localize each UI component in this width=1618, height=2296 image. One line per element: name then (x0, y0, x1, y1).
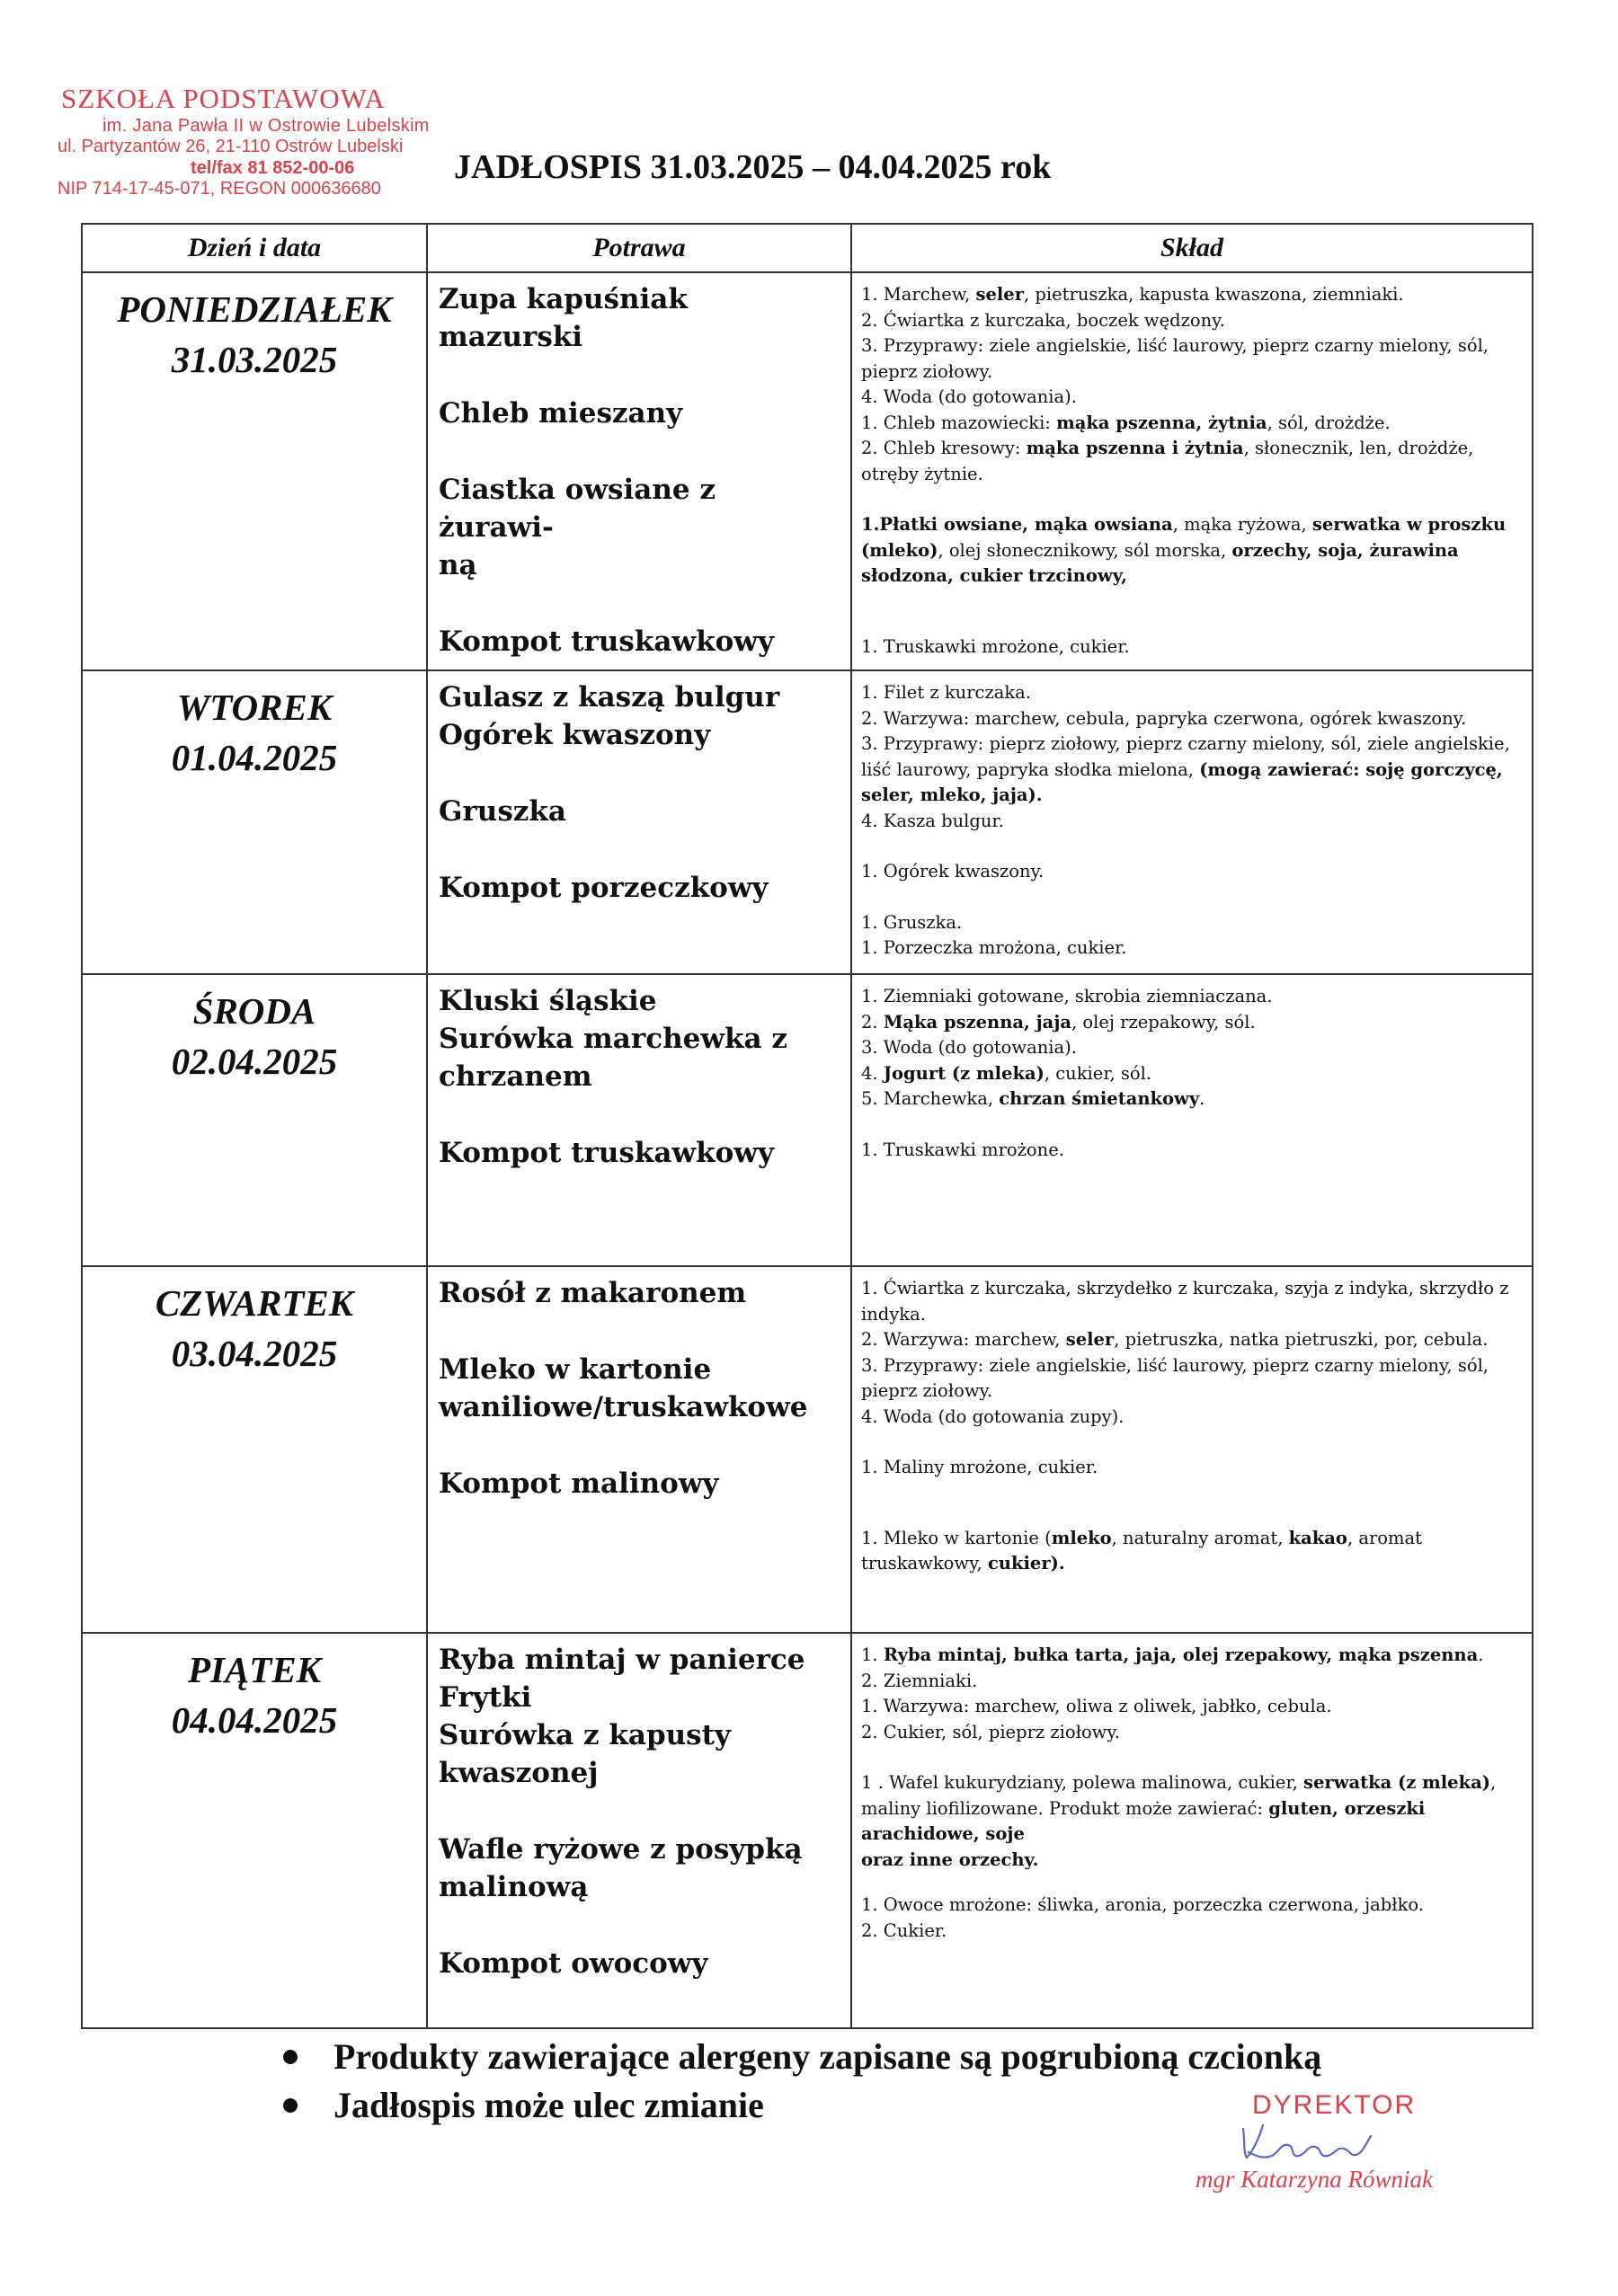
day-cell (82, 1266, 427, 1633)
day-date: 03.04.2025 (171, 1333, 338, 1374)
dish: kwaszonej (439, 1757, 599, 1789)
ingredients-cell (851, 272, 1533, 670)
dish: Surówka marchewka z (439, 1023, 787, 1055)
signature-title: DYREKTOR (1252, 2090, 1417, 2120)
dish: Surówka z kapusty (439, 1719, 731, 1751)
ingredient-line: 1. Ćwiartka z kurczaka, skrzydełko z kurczaka, szyja z indyka, skrzydło z indyka. (861, 1278, 1509, 1325)
ingredient-line: 2. Mąka pszenna, jaja, olej rzepakowy, sól. (861, 1011, 1256, 1033)
header-dish: Potrawa (427, 224, 851, 272)
dish: Kompot malinowy (439, 1467, 719, 1500)
dish: Zupa kapuśniak mazurski (439, 283, 688, 353)
ingredient-line: 1. Gruszka. (861, 911, 963, 933)
dish-cell (427, 974, 851, 1266)
dish-cell (427, 1633, 851, 2028)
ingredient-line: 3. Przyprawy: ziele angielskie, liść laurowy, pieprz czarny mielony, sól, pieprz ziołowy. (861, 335, 1489, 382)
ingredient-line: 3. Przyprawy: pieprz ziołowy, pieprz czarny mielony, sól, ziele angielskie, liść laurowy, papryka słodka mielona, (mogą zawierać: soję gorczycę, seler, mleko, jaja). (861, 733, 1510, 805)
header-ingredients: Skład (851, 224, 1533, 272)
ingredient-line: 2. Ziemniaki. (861, 1670, 978, 1691)
stamp-line: SZKOŁA PODSTAWOWA (61, 83, 386, 114)
ingredient-line: 3. Przyprawy: ziele angielskie, liść laurowy, pieprz czarny mielony, sól, pieprz ziołowy. (861, 1354, 1489, 1401)
table-row-tuesday (82, 670, 1533, 974)
ingredients-cell (851, 1266, 1533, 1633)
dish: Kompot porzeczkowy (439, 872, 769, 904)
ingredient-line: 3. Woda (do gotowania). (861, 1037, 1077, 1058)
dish-cell (427, 670, 851, 974)
stamp-line: tel/fax 81 852-00-06 (191, 157, 355, 178)
dish: Ciastka owsiane z żurawi- (439, 474, 716, 544)
ingredient-line: 5. Marchewka, chrzan śmietankowy. (861, 1088, 1205, 1109)
menu-table (81, 223, 1534, 2029)
day-name: PONIEDZIAŁEK (117, 288, 392, 330)
note-text: Produkty zawierające alergeny zapisane są pogrubioną czcionką (333, 2036, 1322, 2077)
note-text: Jadłospis może ulec zmianie (333, 2085, 764, 2125)
table-header-row (82, 224, 1533, 272)
dish: Kompot truskawkowy (439, 1137, 774, 1169)
ingredient-line: 2. Warzywa: marchew, seler, pietruszka, natka pietruszki, por, cebula. (861, 1329, 1489, 1350)
page-title: JADŁOSPIS 31.03.2025 – 04.04.2025 rok (454, 148, 1052, 186)
ingredient-line: 2. Cukier. (861, 1919, 947, 1941)
header-day: Dzień i data (82, 224, 427, 272)
dish: Gruszka (439, 795, 566, 828)
ingredient-line: 4. Kasza bulgur. (861, 810, 1004, 831)
stamp-line: NIP 714-17-45-071, REGON 000636680 (58, 179, 381, 199)
ingredient-line: 1. Maliny mrożone, cukier. (861, 1457, 1098, 1477)
day-date: 31.03.2025 (171, 339, 338, 380)
table-row-monday (82, 272, 1533, 670)
day-date: 01.04.2025 (171, 737, 338, 778)
ingredient-line: 2. Cukier, sól, pieprz ziołowy. (861, 1721, 1120, 1742)
ingredients-cell (851, 974, 1533, 1266)
ingredient-line: 4. Woda (do gotowania zupy). (861, 1405, 1125, 1427)
ingredient-line: 2. Ćwiartka z kurczaka, boczek wędzony. (861, 309, 1225, 331)
stamp-line: ul. Partyzantów 26, 21-110 Ostrów Lubelski (58, 137, 404, 157)
day-cell (82, 1633, 427, 2028)
ingredient-line: oraz inne orzechy. (861, 1848, 1039, 1870)
school-stamp (56, 83, 433, 200)
notes-list (283, 2033, 1321, 2130)
ingredient-line: 1 . Wafel kukurydziany, polewa malinowa, cukier, serwatka (z mleka), maliny liofilizowane. Produkt może zawierać: gluten, orzeszki arachidowe, soje (861, 1772, 1497, 1844)
ingredient-line: 1. Ryba mintaj, bułka tarta, jaja, olej rzepakowy, mąka pszenna. (861, 1644, 1484, 1665)
list-item (283, 2081, 1321, 2130)
ingredient-line: 1.Płatki owsiane, mąka owsiana, mąka ryżowa, serwatka w proszku (mleko), olej słonecznikowy, sól morska, orzechy, soja, żurawina słodzona, cukier trzcinowy, (861, 514, 1507, 586)
dish: Chleb mieszany (439, 397, 683, 430)
dish: Kluski śląskie (439, 985, 657, 1017)
table-row-wednesday (82, 974, 1533, 1266)
day-name: PIĄTEK (187, 1649, 322, 1690)
dish-cell (427, 272, 851, 670)
ingredient-line: 2. Chleb kresowy: mąka pszenna i żytnia, słonecznik, len, drożdże, otręby żytnie. (861, 438, 1474, 484)
dish: waniliowe/truskawkowe (439, 1391, 808, 1423)
ingredient-line: 1. Ogórek kwaszony. (861, 861, 1045, 882)
ingredient-line: 1. Porzeczka mrożona, cukier. (861, 937, 1127, 958)
ingredient-line: 1. Filet z kurczaka. (861, 682, 1032, 703)
stamp-line: im. Jana Pawła II w Ostrowie Lubelskim (102, 115, 430, 136)
day-name: CZWARTEK (155, 1282, 354, 1324)
ingredient-line: 4. Jogurt (z mleka), cukier, sól. (861, 1062, 1152, 1084)
dish: Ryba mintaj w panierce (439, 1644, 805, 1676)
ingredients-cell (851, 670, 1533, 974)
bullet-icon (283, 2050, 298, 2064)
bullet-icon (283, 2098, 298, 2113)
day-cell (82, 974, 427, 1266)
ingredient-line: 2. Warzywa: marchew, cebula, papryka czerwona, ogórek kwaszony. (861, 707, 1467, 729)
ingredients-cell (851, 1633, 1533, 2028)
table-row-friday (82, 1633, 1533, 2028)
ingredient-line: 4. Woda (do gotowania). (861, 386, 1077, 407)
dish: Mleko w kartonie (439, 1353, 712, 1386)
ingredient-line: 1. Truskawki mrożone, cukier. (861, 635, 1130, 657)
dish-cell (427, 1266, 851, 1633)
ingredient-line: 1. Mleko w kartonie (mleko, naturalny aromat, kakao, aromat truskawkowy, cukier). (861, 1527, 1422, 1574)
handwritten-signature-icon (1236, 2116, 1398, 2170)
ingredient-line: 1. Truskawki mrożone. (861, 1139, 1064, 1160)
dish: Frytki (439, 1681, 532, 1714)
day-date: 04.04.2025 (171, 1699, 338, 1741)
ingredient-line: 1. Ziemniaki gotowane, skrobia ziemniaczana. (861, 986, 1273, 1006)
dish: Ogórek kwaszony (439, 719, 711, 751)
day-name: WTOREK (176, 687, 333, 728)
dish: Kompot owocowy (439, 1947, 708, 1980)
signature-name: mgr Katarzyna Równiak (1196, 2166, 1434, 2193)
dish: Kompot truskawkowy (439, 625, 774, 658)
ingredient-line: 1. Chleb mazowiecki: mąka pszenna, żytnia, sól, drożdże. (861, 412, 1391, 433)
day-cell (82, 272, 427, 670)
ingredient-line: 1. Marchew, seler, pietruszka, kapusta kwaszona, ziemniaki. (861, 284, 1404, 305)
ingredient-line: 1. Owoce mrożone: śliwka, aronia, porzeczka czerwona, jabłko. (861, 1894, 1424, 1915)
day-date: 02.04.2025 (171, 1041, 338, 1082)
day-cell (82, 670, 427, 974)
dish: Rosół z makaronem (439, 1277, 747, 1309)
dish: ną (439, 549, 477, 581)
dish: Gulasz z kaszą bulgur (439, 681, 780, 714)
ingredient-line: 1. Warzywa: marchew, oliwa z oliwek, jabłko, cebula. (861, 1696, 1332, 1716)
dish: malinową (439, 1871, 589, 1903)
list-item (283, 2033, 1321, 2081)
dish: Wafle ryżowe z posypką (439, 1833, 803, 1866)
day-name: ŚRODA (192, 990, 316, 1032)
table-row-thursday (82, 1266, 1533, 1633)
dish: chrzanem (439, 1060, 592, 1093)
